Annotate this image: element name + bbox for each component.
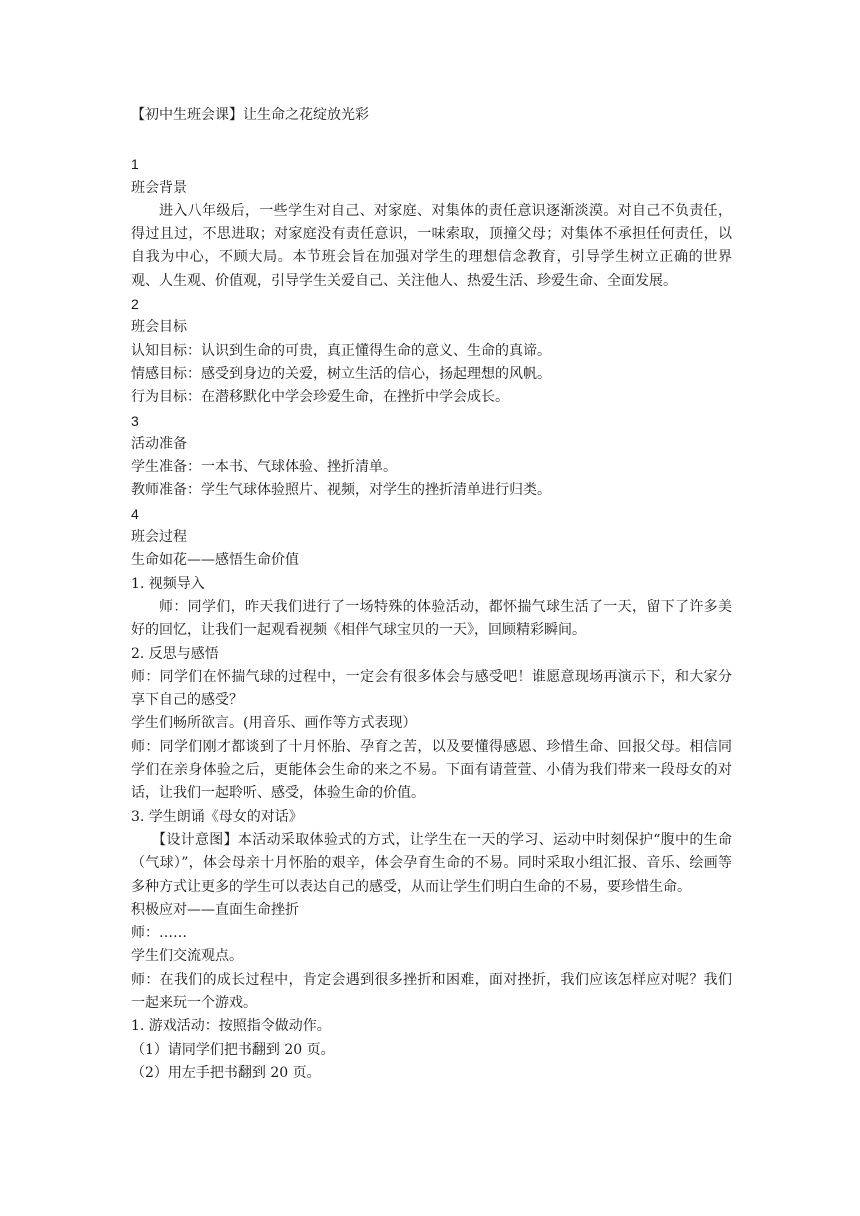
section-4-number: 4 (131, 505, 139, 522)
paragraph-teacher-ellipsis: 师：…… (131, 925, 187, 942)
document-page (131, 104, 732, 1085)
document-title: 【初中生班会课】让生命之花绽放光彩 (131, 107, 369, 123)
paragraph-students-share: 学生们畅所欲言。(用音乐、画作等方式表现） (131, 715, 417, 732)
section-1-number: 1 (131, 156, 139, 173)
section-3-number: 3 (131, 412, 139, 429)
paragraph-reflection-question: 师：同学们在怀揣气球的过程中，一定会有很多体会与感受吧！谁愿意现场再演示下，和大家分享下自己的感受？ (131, 668, 732, 709)
section-2-number: 2 (131, 296, 139, 313)
game-step-1: （1）请同学们把书翻到 20 页。 (131, 1041, 335, 1058)
paragraph-video: 师：同学们，昨天我们进行了一场特殊的体验活动，都怀揣气球生活了一天，留下了许多美好的回忆，让我们一起观看视频《相伴气球宝贝的一天》，回顾精彩瞬间。 (131, 598, 732, 639)
item-video-intro: 1. 视频导入 (131, 575, 205, 592)
title-spacer (131, 127, 732, 153)
goal-cognitive: 认知目标：认识到生命的可贵，真正懂得生命的意义、生命的真谛。 (131, 342, 551, 359)
item-recitation: 3. 学生朗诵《母女的对话》 (131, 808, 303, 825)
section-2-heading: 班会目标 (131, 319, 187, 336)
paragraph-design-intent: 【设计意图】本活动采取体验式的方式，让学生在一天的学习、运动中时刻保护“腹中的生命（气球）”，体会母亲十月怀胎的艰辛，体会孕育生命的不易。同时采取小组汇报、音乐、绘画等多种方式让更多的学生可以表达自己的感受，从而让学生们明白生命的不易，要珍惜生命。 (131, 831, 732, 895)
section-1-paragraph: 进入八年级后，一些学生对自己、对家庭、对集体的责任意识逐渐淡漠。对自己不负责任，得过且过，不思进取；对家庭没有责任意识，一味索取，顶撞父母；对集体不承担任何责任，以自我为中心，不顾大局。本节班会旨在加强对学生的理想信念教育，引导学生树立正确的世界观、人生观、价值观，引导学生关爱自己、关注他人、热爱生活、珍爱生命、全面发展。 (131, 202, 732, 289)
paragraph-teacher-question: 师：在我们的成长过程中，肯定会遇到很多挫折和困难，面对挫折，我们应该怎样应对呢？我们一起来玩一个游戏。 (131, 971, 732, 1011)
part-2-heading: 积极应对——直面生命挫折 (131, 901, 299, 918)
item-reflection: 2. 反思与感悟 (131, 645, 219, 662)
paragraph-students-exchange: 学生们交流观点。 (131, 948, 243, 965)
prep-students: 学生准备：一本书、气球体验、挫折清单。 (131, 459, 397, 476)
game-step-2: （2）用左手把书翻到 20 页。 (131, 1064, 321, 1081)
section-4-heading: 班会过程 (131, 529, 187, 546)
goal-emotional: 情感目标：感受到身边的关爱，树立生活的信心，扬起理想的风帆。 (131, 365, 551, 382)
prep-teacher: 教师准备：学生气球体验照片、视频，对学生的挫折清单进行归类。 (131, 482, 551, 499)
part-1-heading: 生命如花——感悟生命价值 (131, 552, 299, 569)
section-1-heading: 班会背景 (131, 179, 187, 196)
item-game-activity: 1. 游戏活动：按照指令做动作。 (131, 1018, 331, 1035)
goal-behavioral: 行为目标：在潜移默化中学会珍爱生命，在挫折中学会成长。 (131, 389, 509, 406)
section-3-heading: 活动准备 (131, 435, 187, 452)
paragraph-teacher-summary: 师：同学们刚才都谈到了十月怀胎、孕育之苦，以及要懂得感恩、珍惜生命、回报父母。相信同学们在亲身体验之后，更能体会生命的来之不易。下面有请萱萱、小倩为我们带来一段母女的对话，让我们一起聆听、感受，体验生命的价值。 (131, 738, 732, 802)
